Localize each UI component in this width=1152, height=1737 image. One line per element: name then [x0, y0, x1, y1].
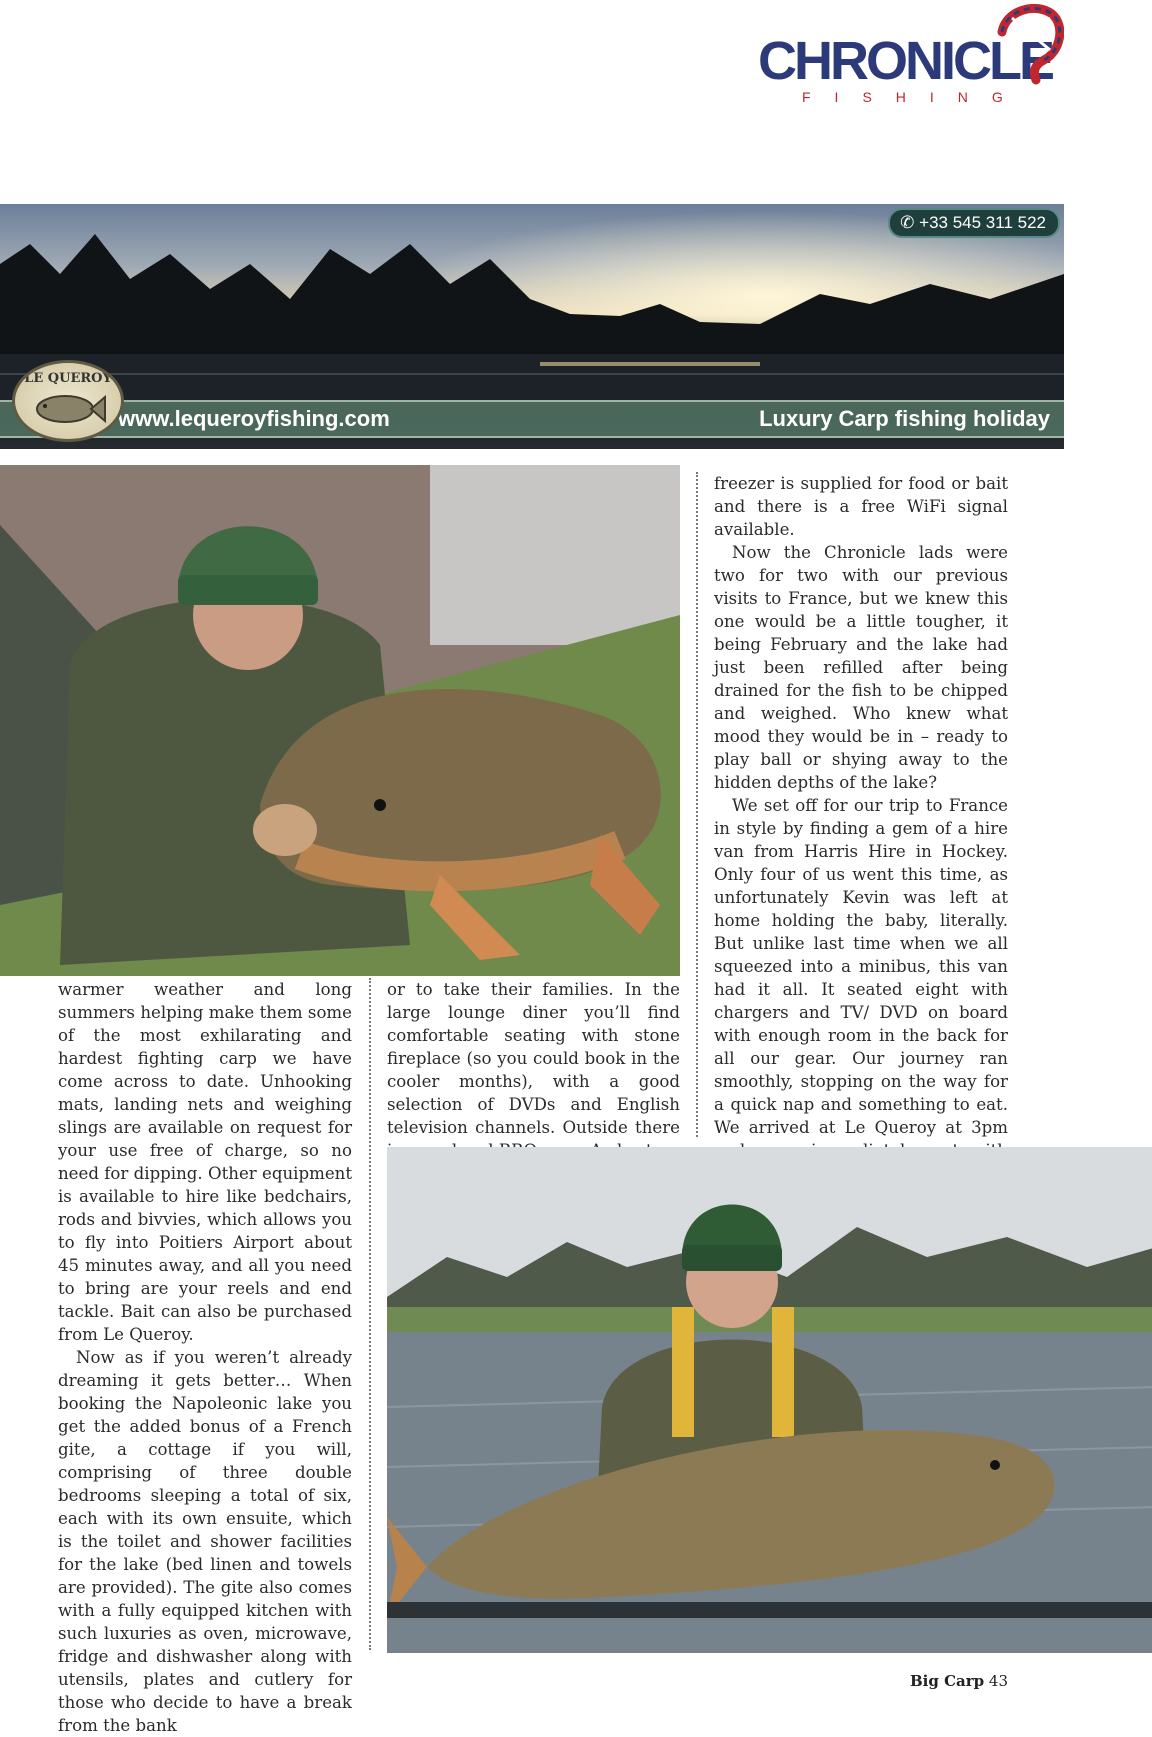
logo-subtitle: FISHING	[802, 89, 1027, 105]
column-divider	[696, 472, 698, 1137]
column-divider	[369, 978, 371, 1650]
chronicle-fishing-logo	[752, 4, 1062, 104]
lake-photo-illustration	[387, 1147, 1152, 1653]
text-column-right	[714, 472, 1008, 1254]
page-number: 43	[988, 1672, 1008, 1690]
text-column-middle	[387, 978, 680, 1162]
banner-tagline: Luxury Carp fishing holiday	[759, 406, 1050, 431]
carp-icon	[29, 389, 107, 429]
text-column-left	[58, 978, 352, 1737]
phone-number: +33 545 311 522	[919, 213, 1046, 232]
angler-photo-illustration	[0, 465, 680, 976]
paragraph: freezer is supplied for food or bait and there is a free WiFi signal available.	[714, 474, 1008, 539]
angler-in-lake-with-carp-photo	[387, 1147, 1152, 1653]
magazine-name: Big Carp	[909, 1672, 985, 1690]
phone-number-pill[interactable]	[888, 208, 1060, 238]
phone-icon: ✆	[900, 213, 915, 232]
badge-text: LE QUEROY	[24, 371, 112, 386]
le-queroy-banner-ad[interactable]	[0, 204, 1064, 449]
banner-strip	[0, 400, 1064, 438]
le-queroy-badge-logo	[12, 360, 124, 442]
website-link[interactable]: www.lequeroyfishing.com	[118, 406, 390, 431]
paragraph: We set off for our trip to France in style by finding a gem of a hire van from Harris Hire in Hockey. Only four of us went this time, as unfortunately Kevin was left at home holding the baby, literally. But unlike last time when we all squeezed into a minibus, this van had it all. It seated eight with chargers and TV/ DVD on board with enough room in the back for all our gear. Our journey ran smoothly, stopping on the way for a quick nap and something to eat. We arrived at Le Queroy at 3pm	[714, 796, 1008, 1137]
paragraph: Now as if you weren’t already dreaming it gets better… When booking the Napoleonic lake you get the added bonus of a French gite, a cottage if you will, comprising of three double bedrooms sleeping a total of six, each with its own ensuite, which is the toilet and shower facilities for the lake (bed linen and towels are provided). The gite also comes with a fully equipped kitchen with such luxuries as oven, microwave, fridge and dishwasher along with utensils, plates and cutlery for those who decide to have a break from the bank	[58, 1348, 352, 1735]
paragraph: warmer weather and long summers helping make them some of the most exhilarating and hardest fighting carp we have come across to date. Unhooking mats, landing nets and weighing slings are available on request for your use free of charge, so no need for dipping. Other equipment is available to hire like bedchairs, rods and bivvies, which allows you to fly into Poitiers Airport about 45 minutes away, and all you need to bring are your reels and end tackle. Bait can also be purchased from Le Queroy.	[58, 980, 352, 1344]
paragraph: Now the Chronicle lads were two for two with our previous visits to France, but we knew this one would be a little tougher, it being February and the lake had just been refilled after being drained for the fish to be chipped and weighed. Who knew what mood they would be in – ready to play ball or shying away to the hidden depths of the lake?	[714, 543, 1008, 792]
page-folio	[910, 1672, 1008, 1690]
paragraph: or to take their families. In the large lounge diner you’ll find comfortable seating with stone fireplace (so you could book in the cooler months), with a good selection of DVDs and English television channels. Outside there	[387, 980, 680, 1137]
logo-wordmark: CHRONICLE	[758, 31, 1052, 91]
union-flag-hook-icon	[992, 4, 1064, 94]
angler-with-carp-photo	[0, 465, 680, 976]
